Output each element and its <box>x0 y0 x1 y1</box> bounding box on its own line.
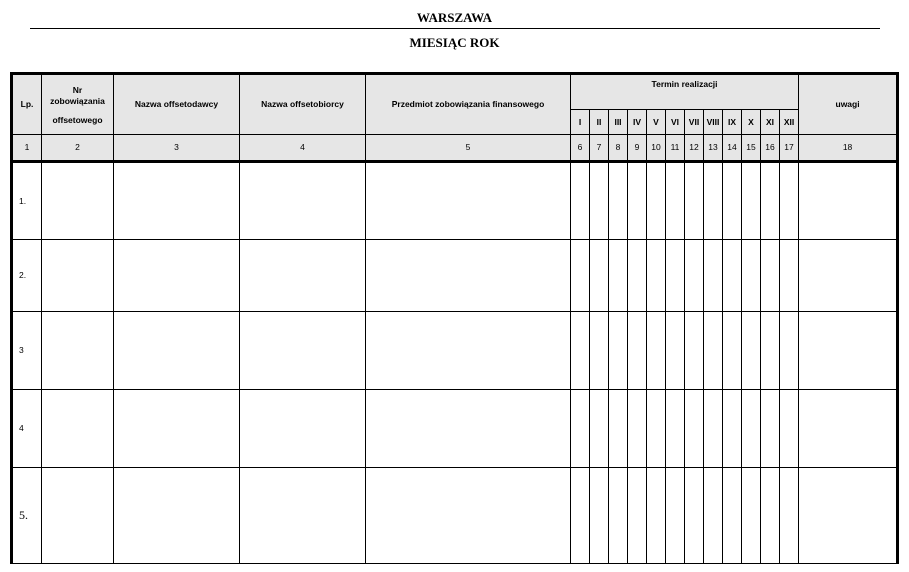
table-cell <box>723 468 742 564</box>
header-month: IX <box>723 110 742 135</box>
table-cell <box>704 390 723 468</box>
table-cell <box>647 468 666 564</box>
table-cell <box>666 162 685 240</box>
table-cell <box>590 240 609 312</box>
row-number: 5. <box>12 468 42 564</box>
header-lp: Lp. <box>12 74 42 135</box>
column-number: 14 <box>723 135 742 162</box>
row-number: 2. <box>12 240 42 312</box>
table-cell <box>761 162 780 240</box>
header-termin-realizacji: Termin realizacji <box>571 74 799 110</box>
column-number: 2 <box>42 135 114 162</box>
table-cell <box>114 390 240 468</box>
table-cell <box>42 390 114 468</box>
table-cell <box>685 390 704 468</box>
table-cell <box>366 468 571 564</box>
column-number: 1 <box>12 135 42 162</box>
table-cell <box>114 312 240 390</box>
table-cell <box>704 468 723 564</box>
table-header-row <box>12 74 898 110</box>
table-cell <box>609 312 628 390</box>
table-cell <box>628 468 647 564</box>
table-cell <box>780 312 799 390</box>
row-number: 4 <box>12 390 42 468</box>
table-cell <box>799 468 898 564</box>
header-month: III <box>609 110 628 135</box>
table-cell <box>590 162 609 240</box>
table-cell <box>240 240 366 312</box>
table-cell <box>240 312 366 390</box>
table-cell <box>799 240 898 312</box>
table-cell <box>571 240 590 312</box>
table-cell <box>366 312 571 390</box>
table-cell <box>761 390 780 468</box>
column-number: 12 <box>685 135 704 162</box>
table-cell <box>571 390 590 468</box>
column-number: 4 <box>240 135 366 162</box>
table-cell <box>366 390 571 468</box>
column-number: 13 <box>704 135 723 162</box>
table-cell <box>571 312 590 390</box>
column-number: 5 <box>366 135 571 162</box>
header-month: V <box>647 110 666 135</box>
table-cell <box>761 468 780 564</box>
header-offsetobiorca: Nazwa offsetobiorcy <box>240 74 366 135</box>
table-cell <box>628 162 647 240</box>
header-nr-zobowiazania <box>42 74 114 135</box>
table-cell <box>704 162 723 240</box>
table-cell <box>609 468 628 564</box>
table-cell <box>780 468 799 564</box>
header-przedmiot: Przedmiot zobowiązania finansowego <box>366 74 571 135</box>
table-cell <box>114 468 240 564</box>
table-cell <box>761 240 780 312</box>
table-row <box>12 240 898 312</box>
table-cell <box>742 312 761 390</box>
column-number: 17 <box>780 135 799 162</box>
table-cell <box>42 240 114 312</box>
header-month: VII <box>685 110 704 135</box>
table-cell <box>799 312 898 390</box>
column-number-row <box>12 135 898 162</box>
table-row <box>12 162 898 240</box>
table-cell <box>799 162 898 240</box>
column-number: 15 <box>742 135 761 162</box>
table-cell <box>685 240 704 312</box>
table-cell <box>666 468 685 564</box>
table-cell <box>114 240 240 312</box>
table-cell <box>685 468 704 564</box>
header-nr-line1: Nr <box>72 85 83 95</box>
row-number: 1. <box>12 162 42 240</box>
column-number: 11 <box>666 135 685 162</box>
table-cell <box>628 390 647 468</box>
table-cell <box>647 162 666 240</box>
table-cell <box>742 162 761 240</box>
table-cell <box>723 390 742 468</box>
document-title: WARSZAWA <box>416 10 493 25</box>
table-cell <box>240 162 366 240</box>
table-cell <box>685 162 704 240</box>
table-cell <box>704 240 723 312</box>
header-month: VIII <box>704 110 723 135</box>
header-month: XII <box>780 110 799 135</box>
table-cell <box>42 468 114 564</box>
table-cell <box>571 468 590 564</box>
table-cell <box>742 468 761 564</box>
table-cell <box>590 312 609 390</box>
table-cell <box>780 162 799 240</box>
table-cell <box>647 390 666 468</box>
table-cell <box>590 468 609 564</box>
table-cell <box>780 240 799 312</box>
offset-table <box>10 72 899 564</box>
header-month: I <box>571 110 590 135</box>
table-cell <box>666 240 685 312</box>
header-month: XI <box>761 110 780 135</box>
column-number: 3 <box>114 135 240 162</box>
table-body <box>12 162 898 564</box>
column-number: 9 <box>628 135 647 162</box>
header-month: X <box>742 110 761 135</box>
table-cell <box>723 162 742 240</box>
header-month: IV <box>628 110 647 135</box>
table-cell <box>647 240 666 312</box>
table-row <box>12 390 898 468</box>
table-cell <box>780 390 799 468</box>
table-cell <box>647 312 666 390</box>
table-cell <box>590 390 609 468</box>
table-cell <box>685 312 704 390</box>
table-cell <box>723 240 742 312</box>
table-cell <box>628 240 647 312</box>
header-month: VI <box>666 110 685 135</box>
table-cell <box>571 162 590 240</box>
header-offsetodawca: Nazwa offsetodawcy <box>114 74 240 135</box>
header-nr-line2: zobowiązania <box>50 96 105 106</box>
column-number: 8 <box>609 135 628 162</box>
table-cell <box>609 162 628 240</box>
table-cell <box>42 162 114 240</box>
table-cell <box>366 162 571 240</box>
table-row <box>12 468 898 564</box>
header-month: II <box>590 110 609 135</box>
column-number: 7 <box>590 135 609 162</box>
table-cell <box>666 312 685 390</box>
table-cell <box>609 240 628 312</box>
table-cell <box>609 390 628 468</box>
table-cell <box>666 390 685 468</box>
column-number: 18 <box>799 135 898 162</box>
table-cell <box>704 312 723 390</box>
table-cell <box>799 390 898 468</box>
table-cell <box>366 240 571 312</box>
row-number: 3 <box>12 312 42 390</box>
column-number: 16 <box>761 135 780 162</box>
header-uwagi: uwagi <box>799 74 898 135</box>
table-cell <box>742 240 761 312</box>
document-subtitle: MIESIĄC ROK <box>409 35 500 50</box>
table-cell <box>240 468 366 564</box>
table-cell <box>114 162 240 240</box>
table-cell <box>723 312 742 390</box>
table-row <box>12 312 898 390</box>
table-cell <box>761 312 780 390</box>
header-nr-line3: offsetowego <box>52 115 103 125</box>
table-cell <box>628 312 647 390</box>
table-cell <box>240 390 366 468</box>
table-cell <box>742 390 761 468</box>
column-number: 6 <box>571 135 590 162</box>
title-divider <box>30 28 880 29</box>
column-number: 10 <box>647 135 666 162</box>
table-cell <box>42 312 114 390</box>
